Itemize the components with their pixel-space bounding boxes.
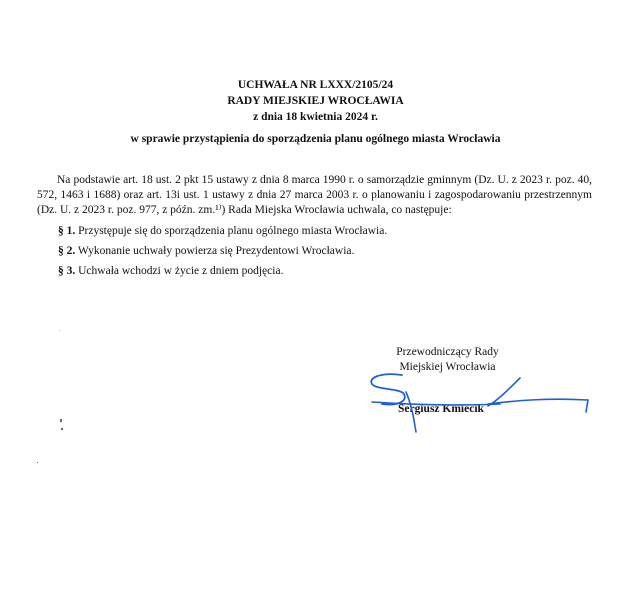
resolution-date: z dnia 18 kwietnia 2024 r. (253, 111, 378, 123)
paragraph-2 (58, 245, 354, 257)
paragraph-1 (58, 225, 387, 237)
paragraph-3 (58, 265, 283, 277)
paragraph-number: § 2. (58, 245, 76, 257)
signature-stroke (371, 374, 405, 404)
signature-stroke (488, 399, 588, 412)
scan-speck (61, 428, 63, 430)
paragraph-text: Wykonanie uchwały powierza się Prezydentowi Wrocławia. (77, 245, 355, 257)
council-name: RADY MIEJSKIEJ WROCŁAWIA (227, 95, 404, 107)
paragraph-number: § 3. (58, 265, 76, 277)
scan-speck (37, 462, 38, 463)
resolution-subject: w sprawie przystąpienia do sporządzenia planu ogólnego miasta Wrocławia (130, 133, 501, 145)
signatory-title-line2: Miejskiej Wrocławia (399, 361, 496, 373)
signatory-name: Sergiusz Kmiecik (398, 403, 484, 415)
paragraph-number: § 1. (58, 225, 76, 237)
paragraph-text: Przystępuje się do sporządzenia planu ogólnego miasta Wrocławia. (78, 225, 388, 237)
preamble-text: Na podstawie art. 18 ust. 2 pkt 15 ustawy z dnia 8 marca 1990 r. o samorządzie gminnym (Dz. U. z 2023 r. poz. 40, 572, 1463 i 1688) oraz art. 13i ust. 1 ustawy z dnia 27 marca 2003 r. o planowaniu i zagospodarowaniu przestrzennym (Dz. U. z 2023 r. poz. 977, z późn. zm.¹⁾) Rada Miejska Wrocławia uchwala, co następuje: (37, 174, 592, 216)
scan-speck (60, 419, 62, 422)
scan-speck (59, 330, 60, 331)
signature-stroke (406, 392, 416, 432)
legal-basis-preamble (37, 173, 592, 218)
signatory-title-line1: Przewodniczący Rady (396, 346, 499, 358)
paragraph-text: Uchwała wchodzi w życie z dniem podjęcia. (78, 265, 284, 277)
handwritten-signature (360, 370, 605, 440)
resolution-header (0, 77, 631, 125)
resolution-number: UCHWAŁA NR LXXX/2105/24 (237, 79, 394, 91)
